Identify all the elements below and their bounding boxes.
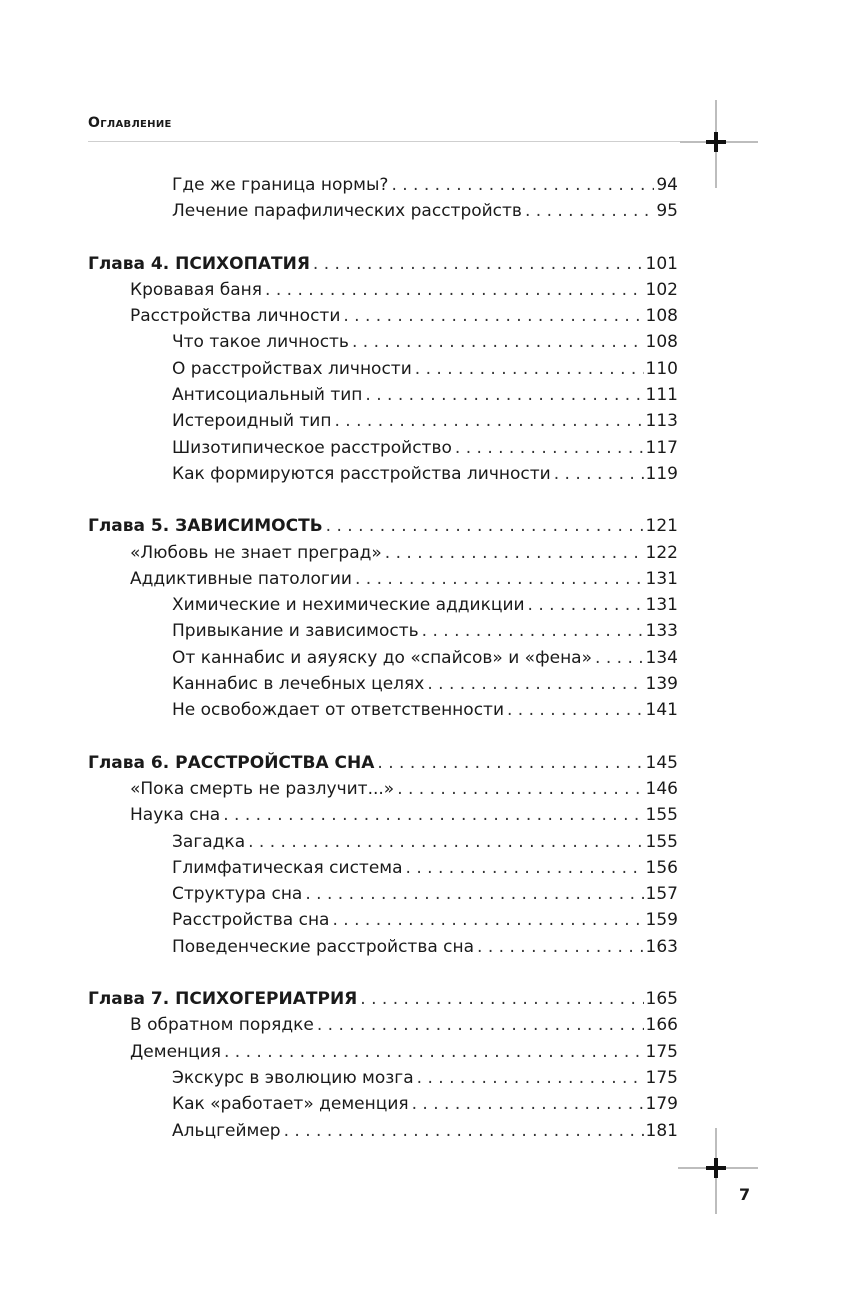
toc-entry-title-wrap [172, 172, 388, 198]
toc-subsection-entry[interactable] [88, 1091, 678, 1117]
toc-page-number: 155 [645, 831, 678, 852]
toc-subsection-entry[interactable] [88, 934, 678, 960]
toc-page-number: 121 [645, 516, 678, 537]
toc-page-number: 141 [645, 700, 678, 721]
toc-dot-leader [595, 645, 644, 671]
toc-entry-title-wrap [130, 776, 394, 802]
toc-chapter-number: Глава 7. [88, 989, 170, 1010]
toc-dot-leader [317, 1012, 644, 1038]
toc-entry-title: Поведенческие расстройства сна [172, 936, 475, 957]
toc-entry-title-wrap [172, 1065, 414, 1091]
toc-entry-title-wrap [172, 329, 349, 355]
toc-page-number: 131 [645, 595, 678, 616]
toc-entry-title-wrap [88, 251, 310, 277]
toc-page-number: 157 [645, 884, 678, 905]
toc-subsection-entry[interactable] [88, 592, 678, 618]
toc-subsection-entry[interactable] [88, 461, 678, 487]
header-rule [88, 141, 758, 142]
toc-page-number: 166 [645, 1015, 678, 1036]
toc-entry-title-wrap [88, 750, 374, 776]
toc-entry-title-wrap [172, 855, 403, 881]
toc-page-number: 119 [645, 463, 678, 484]
toc-dot-leader [554, 461, 644, 487]
toc-page-number: 122 [645, 542, 678, 563]
toc-subsection-entry[interactable] [88, 1065, 678, 1091]
toc-subsection-entry[interactable] [88, 907, 678, 933]
toc-entry-title-wrap [172, 382, 362, 408]
toc-section-entry[interactable] [88, 802, 678, 828]
toc-entry-title-wrap [172, 1091, 409, 1117]
toc-dot-leader [417, 1065, 644, 1091]
toc-subsection-entry[interactable] [88, 382, 678, 408]
toc-entry-title-wrap [172, 461, 551, 487]
toc-dot-leader [224, 1039, 644, 1065]
toc-chapter-entry[interactable] [88, 986, 678, 1012]
toc-page-number: 163 [645, 936, 678, 957]
toc-chapter-title: ПСИХОГЕРИАТРИЯ [175, 989, 358, 1010]
toc-subsection-entry[interactable] [88, 855, 678, 881]
toc-dot-leader [507, 697, 644, 723]
toc-entry-title: Антисоциальный тип [172, 385, 363, 406]
toc-page-number: 108 [645, 332, 678, 353]
toc-dot-leader [391, 172, 654, 198]
toc-entry-title-wrap [172, 198, 522, 224]
toc-entry-title: Кровавая баня [130, 279, 263, 300]
toc-section-entry[interactable] [88, 277, 678, 303]
toc-entry-title: Что такое личность [172, 332, 349, 353]
toc-entry-title: Расстройства сна [172, 910, 330, 931]
toc-page-number: 101 [645, 253, 678, 274]
toc-section-entry[interactable] [88, 303, 678, 329]
toc-entry-title-wrap [172, 907, 329, 933]
toc-subsection-entry[interactable] [88, 829, 678, 855]
toc-page-number: 145 [645, 752, 678, 773]
toc-subsection-entry[interactable] [88, 172, 678, 198]
toc-dot-leader [305, 881, 643, 907]
toc-entry-title: О расстройствах личности [172, 358, 412, 379]
page-number: 7 [739, 1185, 751, 1204]
toc-chapter-number: Глава 5. [88, 516, 170, 537]
toc-page-number: 113 [645, 411, 678, 432]
toc-subsection-entry[interactable] [88, 671, 678, 697]
toc-entry-title-wrap [172, 408, 331, 434]
toc-entry-title: Не освобождает от ответственности [172, 700, 504, 721]
toc-entry-title: Загадка [172, 831, 246, 852]
toc-subsection-entry[interactable] [88, 198, 678, 224]
toc-page-number: 181 [645, 1120, 678, 1141]
toc-dot-leader [343, 303, 643, 329]
toc-page-number: 108 [645, 306, 678, 327]
toc-entry-title-wrap [172, 934, 474, 960]
toc-dot-leader [477, 934, 644, 960]
toc-entry-title-wrap [172, 881, 302, 907]
toc-dot-leader [377, 750, 643, 776]
toc-entry-title: Каннабис в лечебных целях [172, 674, 425, 695]
toc-subsection-entry[interactable] [88, 1118, 678, 1144]
toc-page-number: 179 [645, 1094, 678, 1115]
toc-group [88, 251, 678, 488]
toc-chapter-entry[interactable] [88, 513, 678, 539]
toc-chapter-number: Глава 6. [88, 752, 170, 773]
toc-dot-leader [332, 907, 643, 933]
toc-entry-title: От каннабис и аяуяску до «спайсов» и «фена» [172, 647, 593, 668]
toc-entry-title-wrap [172, 829, 245, 855]
toc-entry-title: Структура сна [172, 884, 303, 905]
toc-page-number: 165 [645, 989, 678, 1010]
toc-dot-leader [265, 277, 644, 303]
toc-page-number: 102 [645, 279, 678, 300]
toc-entry-title-wrap [172, 1118, 281, 1144]
toc-dot-leader [355, 566, 644, 592]
toc-entry-title-wrap [130, 566, 352, 592]
toc-entry-title: Где же граница нормы? [172, 175, 389, 195]
toc-entry-title-wrap [130, 540, 382, 566]
toc-entry-title: Привыкание и зависимость [172, 621, 419, 642]
toc-entry-title: «Любовь не знает преград» [130, 542, 382, 563]
registration-cross-bottom [706, 1158, 726, 1178]
registration-cross-top [706, 132, 726, 152]
toc-dot-leader [422, 618, 644, 644]
toc-page-number: 155 [645, 805, 678, 826]
toc-dot-leader [365, 382, 643, 408]
table-of-contents [88, 172, 678, 1170]
toc-chapter-title: РАССТРОЙСТВА СНА [175, 752, 375, 773]
toc-entry-title-wrap [130, 1012, 314, 1038]
toc-group [88, 513, 678, 723]
toc-page-number: 134 [645, 647, 678, 668]
toc-dot-leader [406, 855, 644, 881]
toc-entry-title: Как формируются расстройства личности [172, 463, 551, 484]
toc-dot-leader [412, 1091, 644, 1117]
toc-page-number: 156 [645, 857, 678, 878]
toc-page-number: 139 [645, 674, 678, 695]
toc-group [88, 986, 678, 1144]
toc-page-number: 131 [645, 568, 678, 589]
toc-subsection-entry[interactable] [88, 435, 678, 461]
toc-group [88, 750, 678, 960]
toc-entry-title: Истероидный тип [172, 411, 332, 432]
toc-entry-title-wrap [172, 592, 525, 618]
toc-entry-title: Химические и нехимические аддикции [172, 595, 525, 616]
toc-dot-leader [525, 198, 654, 224]
toc-section-entry[interactable] [88, 1012, 678, 1038]
toc-section-entry[interactable] [88, 776, 678, 802]
toc-entry-title: Деменция [130, 1041, 221, 1062]
toc-dot-leader [528, 592, 644, 618]
toc-entry-title-wrap [172, 356, 412, 382]
toc-dot-leader [352, 329, 644, 355]
toc-section-entry[interactable] [88, 1039, 678, 1065]
toc-entry-title: В обратном порядке [130, 1015, 314, 1036]
toc-chapter-entry[interactable] [88, 750, 678, 776]
toc-dot-leader [397, 776, 643, 802]
toc-page-number: 175 [645, 1067, 678, 1088]
toc-subsection-entry[interactable] [88, 618, 678, 644]
toc-section-entry[interactable] [88, 540, 678, 566]
toc-subsection-entry[interactable] [88, 329, 678, 355]
toc-entry-title: Расстройства личности [130, 306, 341, 327]
toc-page-number: 94 [656, 175, 678, 195]
toc-dot-leader [385, 540, 644, 566]
toc-entry-title: Альцгеймер [172, 1120, 281, 1141]
toc-section-entry[interactable] [88, 566, 678, 592]
toc-dot-leader [334, 408, 643, 434]
running-head: Оглавление [88, 115, 172, 131]
toc-page-number: 95 [656, 201, 678, 222]
toc-page-number: 117 [645, 437, 678, 458]
toc-dot-leader [455, 435, 644, 461]
toc-entry-title-wrap [130, 303, 340, 329]
toc-entry-title-wrap [130, 277, 262, 303]
toc-group [88, 172, 678, 225]
toc-chapter-title: ЗАВИСИМОСТЬ [175, 516, 323, 537]
toc-page-number: 175 [645, 1041, 678, 1062]
toc-entry-title-wrap [88, 986, 357, 1012]
toc-subsection-entry[interactable] [88, 408, 678, 434]
toc-page-number: 111 [645, 385, 678, 406]
toc-dot-leader [248, 829, 643, 855]
toc-page-number: 159 [645, 910, 678, 931]
toc-entry-title-wrap [172, 645, 592, 671]
toc-subsection-entry[interactable] [88, 881, 678, 907]
toc-entry-title-wrap [172, 671, 424, 697]
toc-entry-title-wrap [172, 618, 419, 644]
toc-dot-leader [415, 356, 644, 382]
toc-page-number: 110 [645, 358, 678, 379]
toc-dot-leader [223, 802, 643, 828]
toc-entry-title-wrap [88, 513, 323, 539]
toc-chapter-number: Глава 4. [88, 253, 170, 274]
toc-entry-title-wrap [130, 802, 220, 828]
toc-chapter-entry[interactable] [88, 251, 678, 277]
toc-entry-title: «Пока смерть не разлучит...» [130, 778, 395, 799]
toc-dot-leader [313, 251, 644, 277]
toc-entry-title: Шизотипическое расстройство [172, 437, 452, 458]
toc-subsection-entry[interactable] [88, 645, 678, 671]
toc-subsection-entry[interactable] [88, 356, 678, 382]
toc-chapter-title: ПСИХОПАТИЯ [175, 253, 310, 274]
toc-entry-title-wrap [130, 1039, 221, 1065]
toc-entry-title: Глимфатическая система [172, 857, 403, 878]
toc-entry-title: Лечение парафилических расстройств [172, 201, 522, 222]
toc-page-number: 133 [645, 621, 678, 642]
toc-entry-title-wrap [172, 435, 452, 461]
toc-entry-title: Экскурс в эволюцию мозга [172, 1067, 414, 1088]
toc-subsection-entry[interactable] [88, 697, 678, 723]
toc-page-number: 146 [645, 778, 678, 799]
toc-dot-leader [326, 513, 644, 539]
toc-entry-title: Аддиктивные патологии [130, 568, 352, 589]
toc-entry-title: Наука сна [130, 805, 221, 826]
toc-entry-title: Как «работает» деменция [172, 1094, 409, 1115]
toc-dot-leader [284, 1118, 644, 1144]
toc-dot-leader [360, 986, 643, 1012]
toc-dot-leader [427, 671, 643, 697]
toc-entry-title-wrap [172, 697, 504, 723]
